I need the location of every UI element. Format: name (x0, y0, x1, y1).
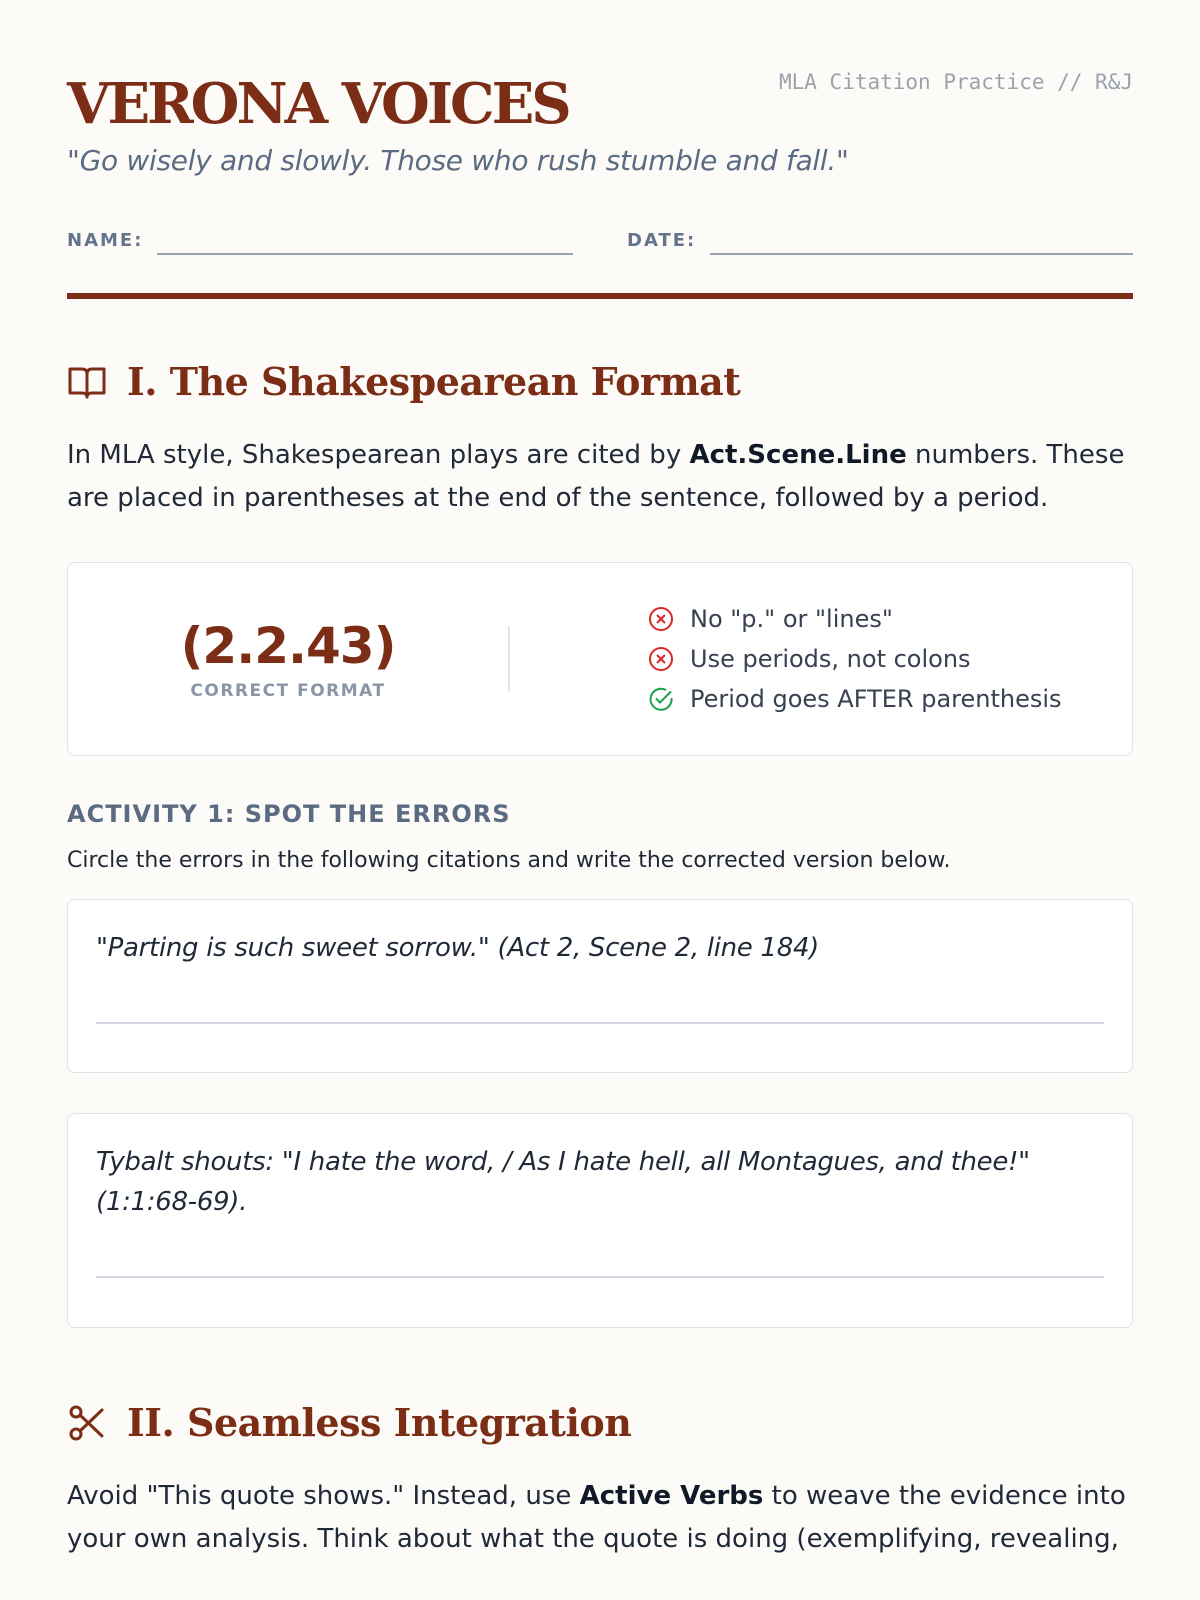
name-field (67, 227, 573, 255)
date-field (627, 227, 1133, 255)
header-divider (67, 293, 1133, 299)
x-circle-icon (648, 646, 674, 672)
format-rule-text: Period goes AFTER parenthesis (690, 685, 1062, 713)
format-rule-text: Use periods, not colons (690, 645, 971, 673)
format-example (68, 617, 508, 701)
date-label: DATE: (627, 230, 697, 251)
format-intro (67, 434, 1133, 520)
name-input-line[interactable] (157, 227, 573, 255)
format-rules-list (510, 599, 1062, 719)
student-fields (67, 227, 1133, 255)
integration-intro-start: Avoid "This quote shows." Instead, use (67, 1481, 580, 1511)
answer-line[interactable] (96, 1022, 1104, 1024)
format-intro-end: numbers. These are placed in parentheses at the end of the sentence, followed by a period. (67, 440, 1125, 513)
exercise-citation: "Parting is such sweet sorrow." (Act 2, Scene 2, line 184) (96, 933, 820, 963)
section-integration-title: II. Seamless Integration (127, 1400, 632, 1445)
scissors-icon (67, 1403, 107, 1443)
format-rule (648, 639, 1062, 679)
format-example-caption: CORRECT FORMAT (190, 681, 386, 701)
format-rule (648, 679, 1062, 719)
integration-intro (67, 1475, 1133, 1561)
section-integration-heading (67, 1400, 1133, 1445)
section-integration (67, 1400, 1133, 1561)
activity-title: ACTIVITY 1: SPOT THE ERRORS (67, 800, 511, 828)
exercise-citation: Tybalt shouts: "I hate the word, / As I hate hell, all Montagues, and thee!" (1:1:68-69). (96, 1147, 1030, 1217)
activity-instructions: Circle the errors in the following citations and write the corrected version below. (67, 848, 951, 873)
motto-quote: "Go wisely and slowly. Those who rush stumble and fall." (67, 144, 849, 177)
format-rule-text: No "p." or "lines" (690, 605, 893, 633)
x-circle-icon (648, 606, 674, 632)
worksheet-header (67, 0, 1133, 177)
brand-title: VERONA VOICES (67, 71, 569, 137)
format-rule (648, 599, 1062, 639)
section-format-heading (67, 359, 1133, 404)
date-input-line[interactable] (710, 227, 1133, 255)
format-intro-emphasis: Act.Scene.Line (689, 440, 907, 470)
book-icon (67, 362, 107, 402)
integration-intro-emphasis: Active Verbs (579, 1481, 764, 1511)
format-intro-start: In MLA style, Shakespearean plays are cited by (67, 440, 690, 470)
integration-intro-end: to weave the evidence into your own analysis. Think about what the quote is doing (exemplifying, revealing, (67, 1481, 1126, 1554)
section-format-title: I. The Shakespearean Format (127, 359, 741, 404)
answer-line[interactable] (96, 1276, 1104, 1278)
exercise-card (67, 899, 1133, 1073)
format-example-citation: (2.2.43) (180, 617, 396, 675)
check-circle-icon (648, 686, 674, 712)
name-label: NAME: (67, 230, 144, 251)
section-format (67, 359, 1133, 1328)
exercise-card (67, 1113, 1133, 1328)
course-tagline: MLA Citation Practice // R&J (778, 70, 1133, 94)
format-card (67, 562, 1133, 756)
